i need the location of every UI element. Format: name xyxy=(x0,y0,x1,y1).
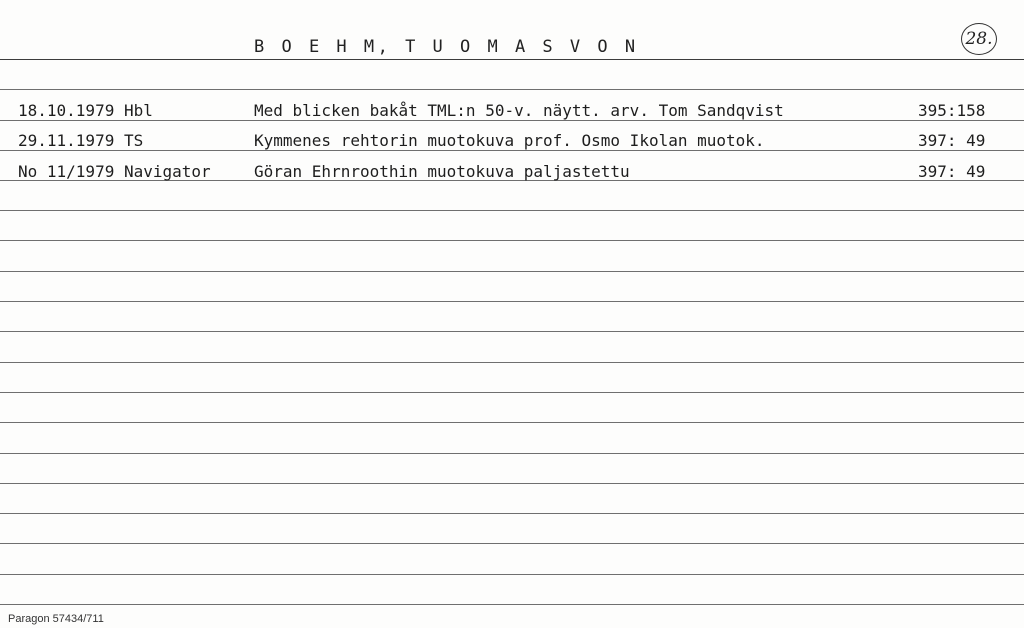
ruled-line xyxy=(0,483,1024,484)
ruled-line xyxy=(0,331,1024,332)
entry-row xyxy=(0,161,1024,183)
ruled-line xyxy=(0,362,1024,363)
entry-title: Kymmenes rehtorin muotokuva prof. Osmo Ikolan muotok. xyxy=(254,131,765,150)
entry-source: 29.11.1979 TS xyxy=(18,131,144,150)
ruled-line xyxy=(0,301,1024,302)
entry-row xyxy=(0,100,1024,122)
ruled-line xyxy=(0,422,1024,423)
entry-title: Med blicken bakåt TML:n 50-v. näytt. arv. Tom Sandqvist xyxy=(254,101,784,120)
entry-source: No 11/1979 Navigator xyxy=(18,162,211,181)
ruled-line xyxy=(0,240,1024,241)
ruled-line xyxy=(0,453,1024,454)
entry-reference: 397: 49 xyxy=(918,131,986,150)
entry-source: 18.10.1979 Hbl xyxy=(18,101,153,120)
card-number-circled: 28. xyxy=(961,23,997,55)
ruled-line xyxy=(0,392,1024,393)
ruled-line xyxy=(0,543,1024,544)
ruled-line xyxy=(0,604,1024,605)
entry-row xyxy=(0,130,1024,152)
header-rule xyxy=(0,59,1024,60)
ruled-line xyxy=(0,574,1024,575)
ruled-line xyxy=(0,210,1024,211)
ruled-line xyxy=(0,89,1024,90)
ruled-line xyxy=(0,513,1024,514)
entry-reference: 395:158 xyxy=(918,101,986,120)
entry-reference: 397: 49 xyxy=(918,162,986,181)
entry-title: Göran Ehrnroothin muotokuva paljastettu xyxy=(254,162,630,181)
printer-mark: Paragon 57434/711 xyxy=(8,613,104,625)
ruled-line xyxy=(0,271,1024,272)
card-heading: B O E H M, T U O M A S V O N xyxy=(254,37,639,57)
